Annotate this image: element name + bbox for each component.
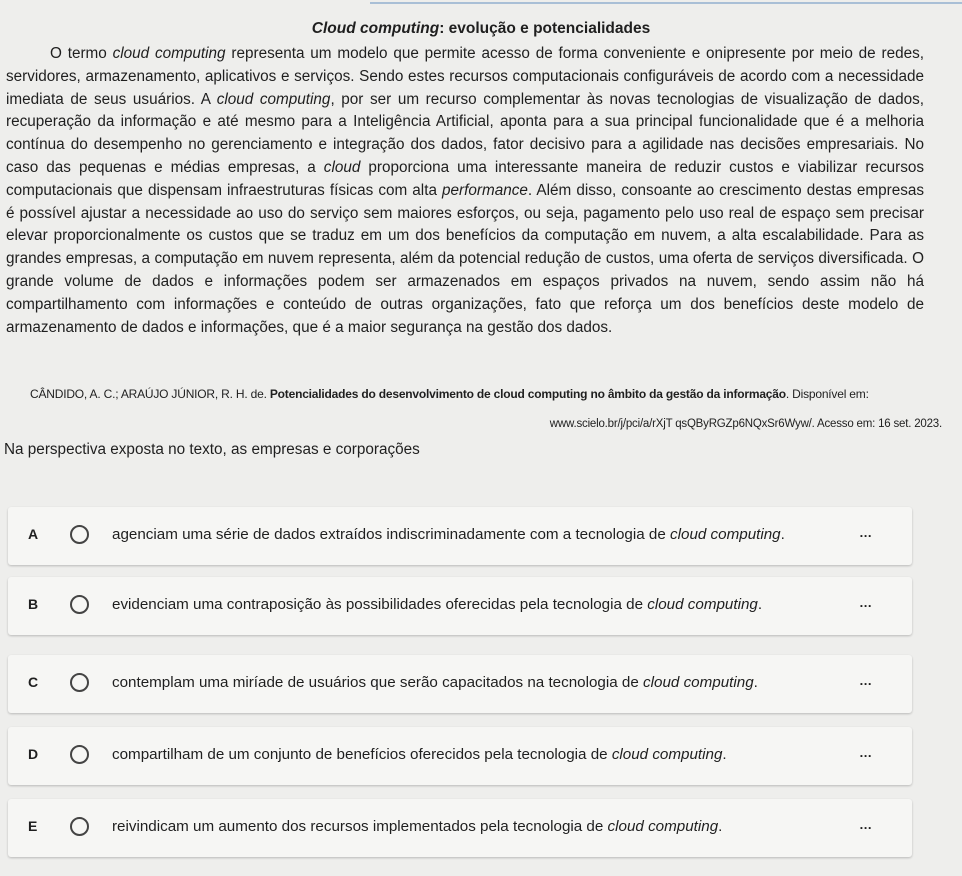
radio-button[interactable] bbox=[70, 745, 89, 764]
passage-title bbox=[0, 20, 962, 38]
radio-button[interactable] bbox=[70, 525, 89, 544]
top-divider bbox=[370, 2, 962, 4]
option-term: cloud computing bbox=[647, 596, 758, 613]
option-letter: A bbox=[28, 526, 39, 542]
option-e[interactable] bbox=[8, 799, 912, 857]
option-a[interactable] bbox=[8, 507, 912, 565]
option-text-end: . bbox=[718, 818, 723, 835]
option-text-main: evidenciam uma contraposição às possibilidades oferecidas pela tecnologia de bbox=[112, 596, 648, 613]
passage-seg: . Além disso, consoante ao crescimento destas empresas é possível ajustar a necessidade ao uso do serviço sem maiores esforços, ou seja, pagamento pelo uso real de espaço sem precisar elevar proporcionalmente os custos que se traduz em um dos benefícios da computação em nuvem, a alta escalabilidade. Para as grandes empresas, a computação em nuvem representa, além da potencial redução de custos, uma oferta de serviços diversificada. O grande volume de dados e informações podem ser armazenados em espaços privados na nuvem, sendo assim não há compartilhamento com informações e conteúdo de outras organizações, fato que reforça um dos benefícios deste modelo de armazenamento de dados e informações, que é a maior segurança na gestão dos dados. bbox=[6, 181, 925, 336]
option-b[interactable] bbox=[8, 577, 912, 635]
passage-seg: proporciona uma interessante maneira de reduzir custos e viabilizar recursos computacionais que dispensam infraestruturas físicas com alta bbox=[6, 158, 924, 199]
title-italic: Cloud computing bbox=[311, 20, 440, 37]
radio-button[interactable] bbox=[70, 817, 89, 836]
option-term: cloud computing bbox=[643, 674, 754, 691]
more-options-icon[interactable]: ... bbox=[859, 817, 872, 832]
more-options-icon[interactable]: ... bbox=[859, 745, 872, 760]
option-text-end: . bbox=[780, 526, 785, 543]
passage-term: cloud computing bbox=[112, 45, 226, 62]
option-text-end: . bbox=[722, 746, 727, 763]
more-options-icon[interactable]: ... bbox=[859, 595, 872, 610]
option-text-main: agenciam uma série de dados extraídos indiscriminadamente com a tecnologia de bbox=[112, 526, 671, 543]
option-text-main: compartilham de um conjunto de benefícios oferecidos pela tecnologia de bbox=[112, 746, 612, 763]
option-text bbox=[112, 596, 762, 613]
option-letter: E bbox=[28, 818, 38, 834]
reference-url: www.scielo.br/j/pci/a/rXjT qsQByRGZp6NQxSr6Wyw/. Acesso em: 16 set. 2023. bbox=[549, 418, 942, 430]
radio-button[interactable] bbox=[70, 673, 89, 692]
more-options-icon[interactable]: ... bbox=[859, 525, 872, 540]
option-text-main: contemplam uma miríade de usuários que serão capacitados na tecnologia de bbox=[112, 674, 644, 691]
option-text-main: reivindicam um aumento dos recursos implementados pela tecnologia de bbox=[112, 818, 608, 835]
passage-seg: , por ser um recurso complementar às novas tecnologias de visualização de dados, recuperação da informação e até mesmo para a Inteligência Artificial, aponta para a sua principal funcionalidade que é a melhoria contínua do desempenho no gerenciamento e integração dos dados, fator decisivo para a agilidade nas decisões empresariais. No caso das pequenas e médias empresas, a bbox=[6, 90, 924, 176]
option-text bbox=[112, 526, 785, 543]
passage-term: cloud computing bbox=[216, 90, 331, 108]
option-term: cloud computing bbox=[611, 746, 723, 763]
option-c[interactable] bbox=[8, 655, 912, 713]
more-options-icon[interactable]: ... bbox=[859, 673, 872, 688]
radio-button[interactable] bbox=[70, 595, 89, 614]
reference-authors: CÂNDIDO, A. C.; ARAÚJO JÚNIOR, R. H. de. bbox=[30, 387, 270, 401]
option-letter: C bbox=[28, 674, 39, 690]
option-text-end: . bbox=[757, 596, 763, 613]
option-term: cloud computing bbox=[670, 526, 781, 543]
title-rest: : evolução e potencialidades bbox=[439, 20, 651, 37]
option-text bbox=[112, 746, 727, 763]
option-text-end: . bbox=[753, 674, 758, 691]
option-text bbox=[112, 818, 722, 835]
option-term: cloud computing bbox=[607, 818, 719, 835]
passage-term: performance bbox=[442, 181, 528, 199]
passage-seg: representa um modelo que permite acesso de forma conveniente e onipresente por meio de redes, servidores, armazenamento, aplicativos e serviços. Sendo estes recursos computacionais configuráveis de acordo com a necessidade imediata de seus usuários. A bbox=[6, 45, 924, 108]
reference-available: . Disponível em: bbox=[785, 387, 869, 401]
option-letter: B bbox=[28, 596, 39, 612]
question-stem: Na perspectiva exposta no texto, as empresas e corporações bbox=[4, 441, 420, 458]
passage-seg: O termo bbox=[50, 45, 113, 62]
reference-work: Potencialidades do desenvolvimento de cloud computing no âmbito da gestão da informação bbox=[269, 387, 786, 401]
passage-term: cloud bbox=[323, 158, 361, 176]
option-text bbox=[112, 674, 758, 691]
reference-citation bbox=[30, 387, 960, 401]
passage-text bbox=[6, 43, 924, 339]
option-letter: D bbox=[28, 746, 39, 762]
option-d[interactable] bbox=[8, 727, 912, 785]
